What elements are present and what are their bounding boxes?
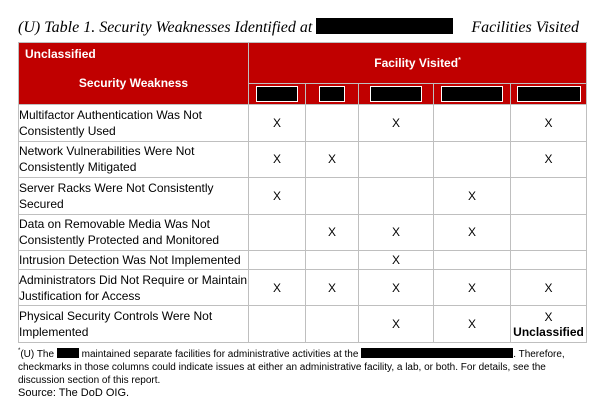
facility-mark-cell — [306, 269, 359, 306]
facility-mark-cell — [306, 214, 359, 251]
x-mark: X — [272, 280, 281, 295]
weakness-cell: Administrators Did Not Require or Maintain Justification for Access — [19, 269, 249, 306]
facility-mark-cell — [249, 306, 306, 343]
x-mark: X — [544, 280, 553, 295]
redaction-block — [441, 86, 503, 102]
caption-suffix: Facilities Visited — [471, 19, 579, 36]
facility-mark-cell — [249, 269, 306, 306]
x-mark: X — [327, 280, 336, 295]
footnote-text-2: maintained separate facilities for administrative activities at the — [81, 349, 359, 360]
redaction-block — [57, 348, 79, 358]
x-mark: X — [272, 188, 281, 203]
x-mark: X — [327, 152, 336, 167]
x-mark: X — [327, 225, 336, 240]
facility-visited-header — [249, 43, 587, 84]
table-row — [19, 214, 587, 251]
x-mark: X — [467, 225, 476, 240]
facility-mark-cell — [511, 251, 587, 270]
facility-name-cell — [306, 84, 359, 105]
security-weakness-table — [18, 42, 587, 343]
table-row — [19, 105, 587, 142]
redaction-block — [370, 86, 422, 102]
facility-mark-cell — [249, 251, 306, 270]
facility-mark-cell — [249, 141, 306, 178]
facility-mark-cell — [306, 306, 359, 343]
facility-mark-cell — [249, 105, 306, 142]
x-mark: X — [467, 317, 476, 332]
facility-mark-cell — [249, 214, 306, 251]
x-mark: X — [544, 309, 553, 324]
facility-mark-cell — [434, 105, 511, 142]
facility-mark-cell — [511, 214, 587, 251]
facility-mark-cell — [434, 251, 511, 270]
facility-name-cell — [511, 84, 587, 105]
facility-name-cell — [359, 84, 434, 105]
x-mark: X — [391, 225, 400, 240]
x-mark: X — [544, 115, 553, 130]
table-row — [19, 178, 587, 215]
facility-mark-cell — [434, 141, 511, 178]
weakness-cell: Data on Removable Media Was Not Consistently Protected and Monitored — [19, 214, 249, 251]
footnote — [18, 345, 586, 387]
facility-mark-cell — [306, 141, 359, 178]
facility-mark-cell — [359, 214, 434, 251]
x-mark: X — [467, 188, 476, 203]
x-mark: X — [391, 317, 400, 332]
facility-mark-cell — [434, 214, 511, 251]
redaction-block — [517, 86, 581, 102]
weakness-cell: Network Vulnerabilities Were Not Consistently Mitigated — [19, 141, 249, 178]
x-mark: X — [467, 280, 476, 295]
facility-mark-cell — [434, 306, 511, 343]
facility-mark-cell — [249, 178, 306, 215]
facility-mark-cell — [511, 306, 587, 343]
weakness-cell: Server Racks Were Not Consistently Secured — [19, 178, 249, 215]
redaction-block — [319, 86, 345, 102]
facility-name-cell — [249, 84, 306, 105]
redaction-block — [316, 18, 453, 34]
table-caption — [18, 18, 579, 37]
facility-mark-cell — [511, 178, 587, 215]
x-mark: X — [391, 115, 400, 130]
table-row — [19, 269, 587, 306]
x-mark: X — [272, 152, 281, 167]
facility-mark-cell — [306, 178, 359, 215]
footnote-text-3: . Therefore, checkmarks in those columns could indicate issues at either an administrative facility, a lab, or both. For details, see the discussion section of this report. — [18, 349, 565, 386]
weakness-cell: Physical Security Controls Were Not Implemented — [19, 306, 249, 343]
facility-mark-cell — [359, 178, 434, 215]
classification-marking-top: Unclassified — [25, 47, 96, 61]
facility-mark-cell — [359, 269, 434, 306]
footnote-text-1: (U) The — [20, 349, 55, 360]
weakness-cell: Multifactor Authentication Was Not Consistently Used — [19, 105, 249, 142]
facility-mark-cell — [359, 306, 434, 343]
facility-mark-cell — [306, 251, 359, 270]
table-row — [19, 141, 587, 178]
facility-mark-cell — [434, 178, 511, 215]
facility-mark-cell — [359, 251, 434, 270]
redaction-block — [361, 348, 513, 358]
facility-header-label: Facility Visited — [374, 56, 459, 70]
table-row — [19, 306, 587, 343]
weakness-header-label: Security Weakness — [78, 76, 189, 90]
x-mark: X — [544, 152, 553, 167]
facility-name-cell — [434, 84, 511, 105]
facility-mark-cell — [434, 269, 511, 306]
redaction-block — [256, 86, 298, 102]
facility-mark-cell — [359, 141, 434, 178]
x-mark: X — [391, 252, 400, 267]
facility-mark-cell — [511, 269, 587, 306]
facility-mark-cell — [359, 105, 434, 142]
caption-prefix: (U) Table 1. Security Weaknesses Identified at — [18, 19, 313, 36]
facility-mark-cell — [511, 105, 587, 142]
source-line: Source: The DoD OIG. — [18, 387, 130, 399]
footnote-marker: * — [18, 348, 21, 354]
facility-footnote-marker: * — [458, 57, 461, 64]
facility-mark-cell — [306, 105, 359, 142]
facility-mark-cell — [511, 141, 587, 178]
x-mark: X — [391, 280, 400, 295]
weakness-cell: Intrusion Detection Was Not Implemented — [19, 251, 249, 270]
weakness-column-header — [19, 43, 249, 105]
table-row — [19, 251, 587, 270]
classification-marking-bottom: Unclassified — [513, 324, 584, 339]
x-mark: X — [272, 115, 281, 130]
